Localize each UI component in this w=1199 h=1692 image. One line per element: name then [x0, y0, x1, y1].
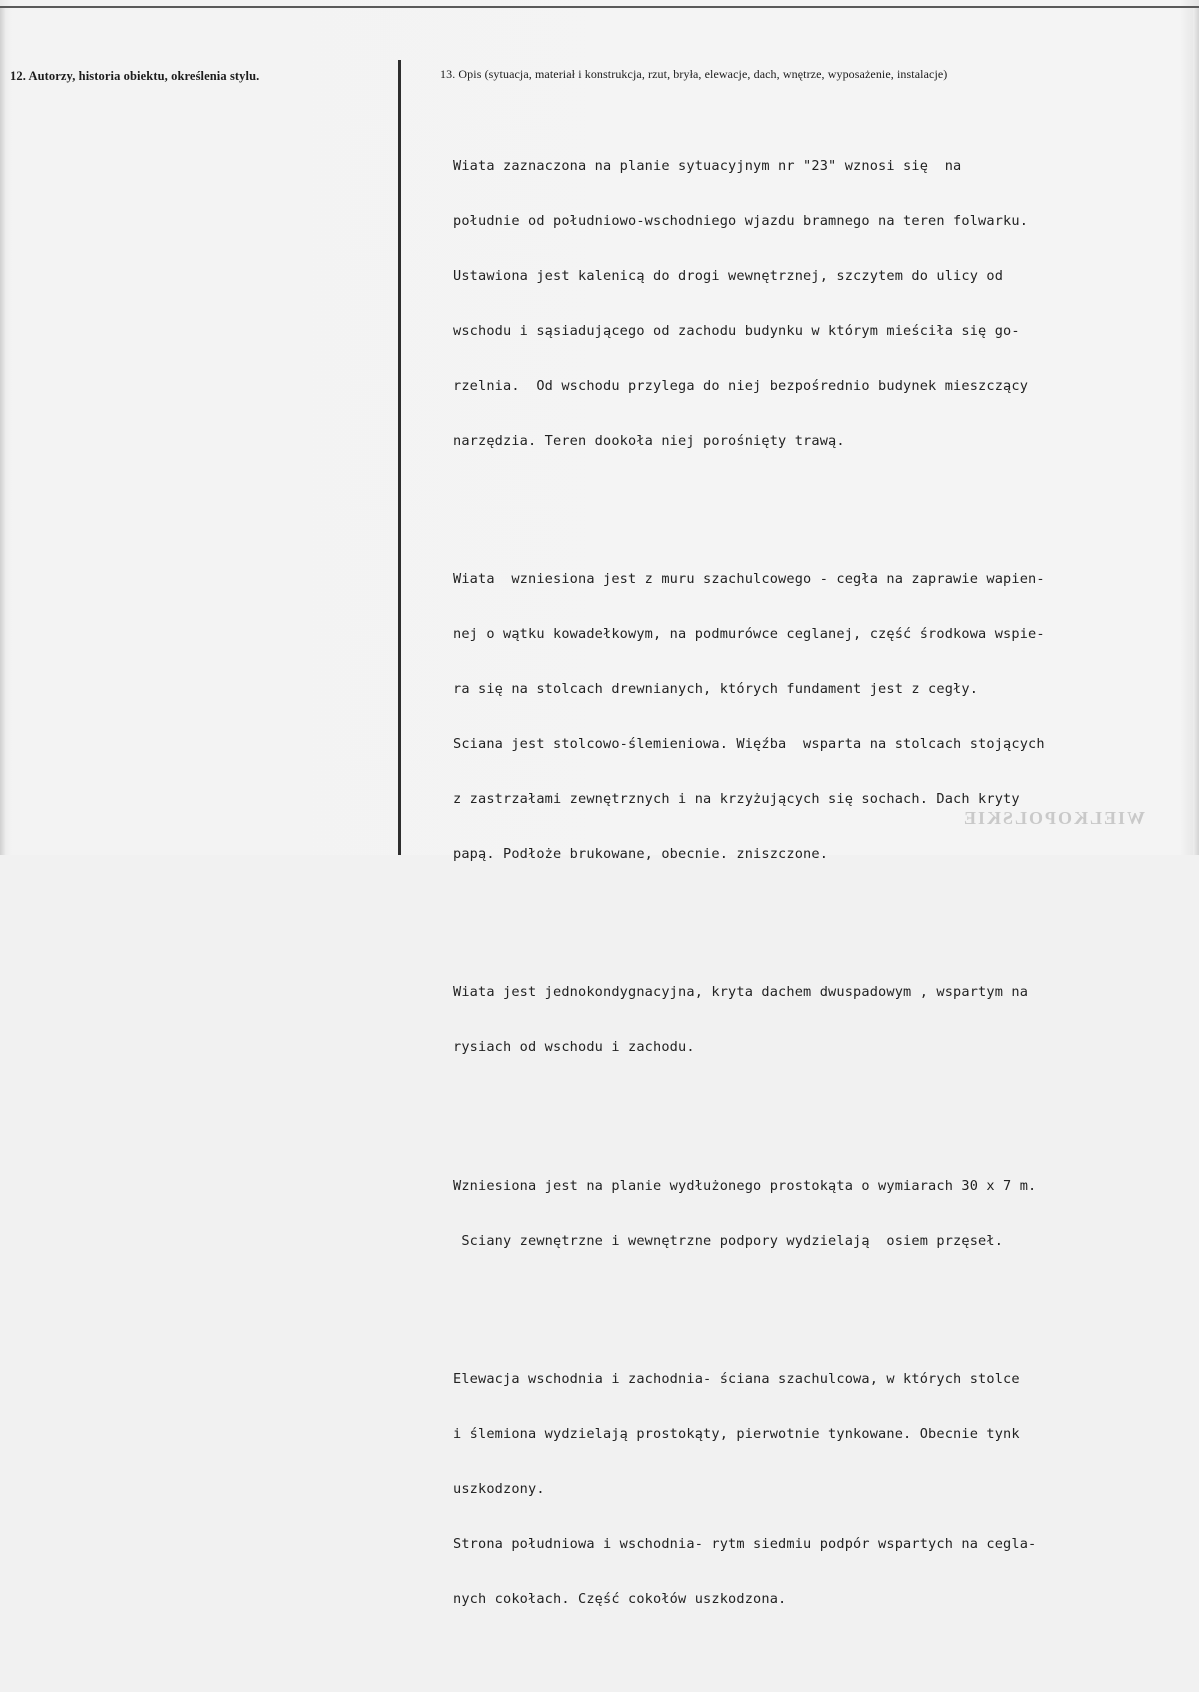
text-line: Sciany zewnętrzne i wewnętrzne podpory wydzielają osiem przęseł.: [453, 1232, 1004, 1249]
column-divider: [398, 60, 401, 855]
text-line: i ślemiona wydzielają prostokąty, pierwotnie tynkowane. Obecnie tynk: [453, 1426, 1020, 1443]
text-line: Strona południowa i wschodnia- rytm siedmiu podpór wspartych na cegla-: [453, 1535, 1037, 1552]
paragraph-elevations: [453, 1334, 1173, 1645]
text-line: rzelnia. Od wschodu przylega do niej bezpośrednio budynek mieszczący: [453, 377, 1029, 394]
scan-right-edge: [1193, 8, 1199, 855]
paragraph-construction: [453, 534, 1173, 900]
section-12-header: 12. Autorzy, historia obiektu, określenia stylu.: [10, 69, 260, 83]
text-line: rysiach od wschodu i zachodu.: [453, 1039, 695, 1056]
text-line: uszkodzony.: [453, 1480, 545, 1497]
text-line: nych cokołach. Część cokołów uszkodzona.: [453, 1590, 787, 1607]
text-line: Elewacja wschodnia i zachodnia- ściana szachulcowa, w których stolce: [453, 1371, 1020, 1388]
text-line: Wiata wzniesiona jest z muru szachulcowego - cegła na zaprawie wapien-: [453, 571, 1045, 588]
text-line: Sciana jest stolcowo-ślemieniowa. Więźba wsparta na stolcach stojących: [453, 735, 1045, 752]
text-line: Wiata jest jednokondygnacyjna, kryta dachem dwuspadowym , wspartym na: [453, 984, 1029, 1001]
text-line: Ustawiona jest kalenicą do drogi wewnętrznej, szczytem do ulicy od: [453, 267, 1004, 284]
paragraph-plan: [453, 1140, 1173, 1286]
mirrored-stamp-watermark: WIELKOPOLSKIE: [962, 808, 1146, 828]
section-13-header: 13. Opis (sytuacja, materiał i konstrukcja, rzut, bryła, elewacje, dach, wnętrze, wyposażenie, instalacje): [440, 67, 948, 81]
paragraph-roof: [453, 947, 1173, 1093]
top-border-line: [0, 6, 1199, 8]
description-text: [453, 84, 1173, 1692]
text-line: nej o wątku kowadełkowym, na podmurówce ceglanej, część środkowa wspie-: [453, 626, 1045, 643]
text-line: narzędzia. Teren dookoła niej porośnięty trawą.: [453, 432, 845, 449]
text-line: południe od południowo-wschodniego wjazdu bramnego na teren folwarku.: [453, 213, 1029, 230]
text-line: ra się na stolcach drewnianych, których fundament jest z cegły.: [453, 681, 979, 697]
text-line: wschodu i sąsiadującego od zachodu budynku w którym mieściła się go-: [453, 322, 1020, 339]
text-line: papą. Podłoże brukowane, obecnie. zniszczone.: [453, 845, 829, 862]
scan-left-edge: [0, 8, 6, 855]
text-line: z zastrzałami zewnętrznych i na krzyżujących się sochach. Dach kryty: [453, 790, 1020, 807]
text-line: Wiata zaznaczona na planie sytuacyjnym nr "23" wznosi się na: [453, 158, 962, 175]
text-line: Wzniesiona jest na planie wydłużonego prostokąta o wymiarach 30 x 7 m.: [453, 1177, 1037, 1194]
paragraph-location: [453, 121, 1173, 487]
